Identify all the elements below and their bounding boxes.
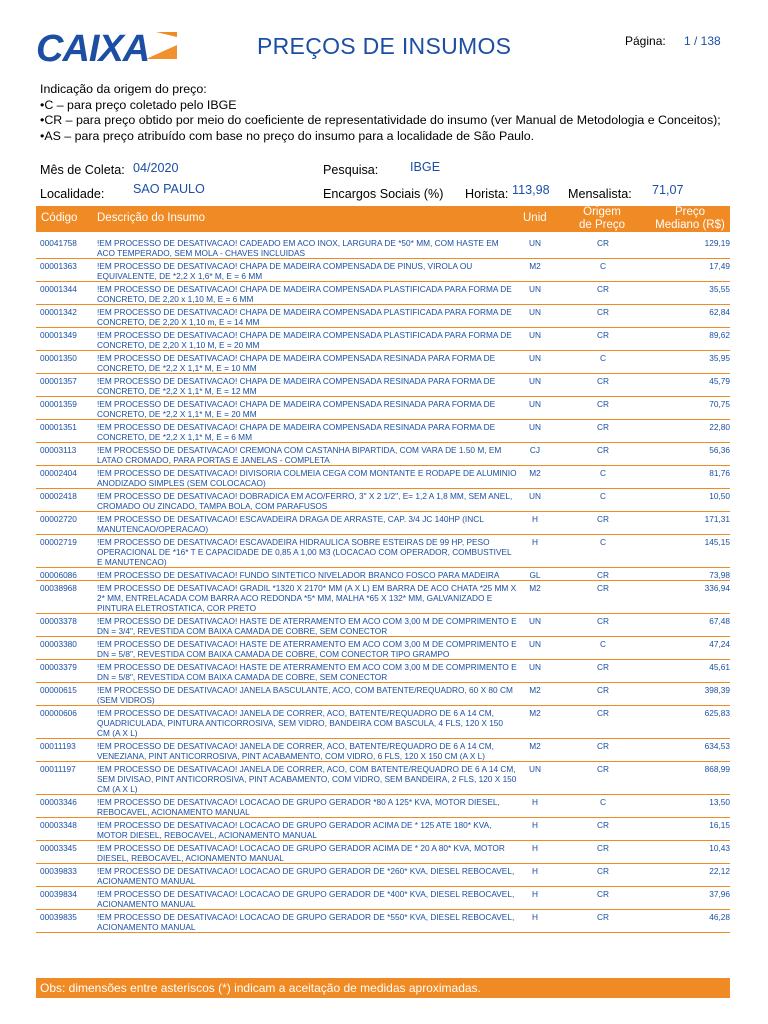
item-price-origin: CR <box>597 570 609 580</box>
item-price: 22,12 <box>709 866 730 876</box>
table-row <box>36 683 730 706</box>
table-row <box>36 420 730 443</box>
price-origin-legend <box>40 82 740 144</box>
item-description: !EM PROCESSO DE DESATIVACAO! GRADIL *1320 X 2170* MM (A X L) EM BARRA DE ACO CHATA *25 MM X 2* MM, ENTRELACADA COM BARRA ACO REDONDA *5* MM, MALHA *65 X 132* MM, GALVANIZADO E PINTURA ELETROSTATICA, COR PRETO <box>97 583 517 613</box>
item-unit: UN <box>529 662 541 672</box>
item-code: 00002719 <box>40 537 77 547</box>
item-code: 00039834 <box>40 889 77 899</box>
caixa-logo <box>36 28 178 64</box>
table-row <box>36 568 730 581</box>
item-unit: UN <box>529 422 541 432</box>
item-price: 16,15 <box>709 820 730 830</box>
table-row <box>36 259 730 282</box>
item-unit: UN <box>529 639 541 649</box>
item-price-origin: CR <box>597 307 609 317</box>
item-code: 00038968 <box>40 583 77 593</box>
item-unit: UN <box>529 491 541 501</box>
item-code: 00002720 <box>40 514 77 524</box>
table-row <box>36 328 730 351</box>
table-row <box>36 614 730 637</box>
mensalista-value: 71,07 <box>652 183 684 197</box>
item-price: 868,99 <box>704 764 730 774</box>
item-code: 00003379 <box>40 662 77 672</box>
item-unit: H <box>532 514 538 524</box>
item-description: !EM PROCESSO DE DESATIVACAO! HASTE DE ATERRAMENTO EM ACO COM 3,00 M DE COMPRIMENTO E DN = 5/8", REVESTIDA COM BAIXA CAMADA DE COBRE, COM CONECTOR TIPO GRAMPO <box>97 639 517 659</box>
item-description: !EM PROCESSO DE DESATIVACAO! CADEADO EM ACO INOX, LARGURA DE *50* MM, COM HASTE EM ACO TEMPERADO, SEM MOLA - CHAVES INCLUIDAS <box>97 238 499 258</box>
item-price-origin: C <box>600 261 606 271</box>
item-price: 45,79 <box>709 376 730 386</box>
item-price: 634,53 <box>704 741 730 751</box>
item-unit: H <box>532 866 538 876</box>
item-unit: H <box>532 820 538 830</box>
item-unit: M2 <box>529 583 541 593</box>
item-code: 00000606 <box>40 708 77 718</box>
item-unit: M2 <box>529 685 541 695</box>
table-row <box>36 443 730 466</box>
item-price-origin: CR <box>597 741 609 751</box>
item-code: 00002404 <box>40 468 77 478</box>
item-description: !EM PROCESSO DE DESATIVACAO! DOBRADICA EM ACO/FERRO, 3" X 2 1/2", E= 1,2 A 1,8 MM, SEM ANEL, CROMADO OU ZINCADO, TAMPA BOLA, COM PARAFUSOS <box>97 491 513 511</box>
item-unit: H <box>532 537 538 547</box>
item-price-origin: CR <box>597 662 609 672</box>
table-row <box>36 706 730 739</box>
item-code: 00001363 <box>40 261 77 271</box>
item-code: 00003345 <box>40 843 77 853</box>
mes-coleta-value: 04/2020 <box>133 161 179 175</box>
item-code: 00001342 <box>40 307 77 317</box>
legend-line: •AS – para preço atribuído com base no preço do insumo para a localidade de São Paulo. <box>40 128 535 143</box>
item-unit: UN <box>529 238 541 248</box>
item-price-origin: CR <box>597 843 609 853</box>
item-description: !EM PROCESSO DE DESATIVACAO! ESCAVADEIRA HIDRAULICA SOBRE ESTEIRAS DE 99 HP, PESO OPERACIONAL DE *16* T E CAPACIDADE DE 0,85 A 1,00 M3 (LOCACAO COM OPERADOR, COMBUSTIVEL E MANUTENCAO) <box>97 537 512 567</box>
item-description: !EM PROCESSO DE DESATIVACAO! CHAPA DE MADEIRA COMPENSADA PLASTIFICADA PARA FORMA DE CONCRETO, DE 2,20 X 1,10 M, E = 20 MM <box>97 330 512 350</box>
item-description: !EM PROCESSO DE DESATIVACAO! CHAPA DE MADEIRA COMPENSADA RESINADA PARA FORMA DE CONCRETO, DE *2,2 X 1,1* M, E = 12 MM <box>97 376 496 396</box>
table-row <box>36 739 730 762</box>
item-code: 00000615 <box>40 685 77 695</box>
item-price: 171,31 <box>704 514 730 524</box>
item-code: 00003348 <box>40 820 77 830</box>
item-price: 35,95 <box>709 353 730 363</box>
item-code: 00002418 <box>40 491 77 501</box>
item-description: !EM PROCESSO DE DESATIVACAO! JANELA BASCULANTE, ACO, COM BATENTE/REQUADRO, 60 X 80 CM (SEM VIDROS) <box>97 685 513 705</box>
legend-line: Indicação da origem do preço: <box>40 82 207 96</box>
table-row <box>36 581 730 614</box>
item-unit: UN <box>529 307 541 317</box>
item-price-origin: CR <box>597 866 609 876</box>
item-description: !EM PROCESSO DE DESATIVACAO! LOCACAO DE GRUPO GERADOR DE *260* KVA, DIESEL REBOCAVEL, ACIONAMENTO MANUAL <box>97 866 515 886</box>
header-origem: Origem de Preço <box>578 206 626 231</box>
item-description: !EM PROCESSO DE DESATIVACAO! LOCACAO DE GRUPO GERADOR ACIMA DE * 125 ATE 180* KVA, MOTOR DIESEL, REBOCAVEL, ACIONAMENTO MANUAL <box>97 820 492 840</box>
page-number: 1 / 138 <box>684 34 721 48</box>
item-price-origin: CR <box>597 685 609 695</box>
item-description: !EM PROCESSO DE DESATIVACAO! HASTE DE ATERRAMENTO EM ACO COM 3,00 M DE COMPRIMENTO E DN = 3/4", REVESTIDA COM BAIXA CAMADA DE COBRE, SEM CONECTOR <box>97 616 517 636</box>
item-price: 89,62 <box>709 330 730 340</box>
item-description: !EM PROCESSO DE DESATIVACAO! LOCACAO DE GRUPO GERADOR ACIMA DE * 20 A 80* KVA, MOTOR DIESEL, REBOCAVEL, ACIONAMENTO MANUAL <box>97 843 505 863</box>
item-description: !EM PROCESSO DE DESATIVACAO! DIVISORIA COLMEIA CEGA COM MONTANTE E RODAPE DE ALUMINIO ANODIZADO SIMPLES (SEM COLOCACAO) <box>97 468 517 488</box>
item-description: !EM PROCESSO DE DESATIVACAO! JANELA DE CORRER, ACO, BATENTE/REQUADRO DE 6 A 14 CM, VENEZIANA, PINT ANTICORROSIVA, PINT ACABAMENTO, COM VIDRO, 6 FLS, 120 X 150 CM (A X L) <box>97 741 494 761</box>
item-description: !EM PROCESSO DE DESATIVACAO! CHAPA DE MADEIRA COMPENSADA DE PINUS, VIROLA OU EQUIVALENTE, DE *2,2 X 1,6* M, E = 6 MM <box>97 261 473 281</box>
item-price-origin: CR <box>597 445 609 455</box>
item-code: 00003113 <box>40 445 77 455</box>
item-description: !EM PROCESSO DE DESATIVACAO! ESCAVADEIRA DRAGA DE ARRASTE, CAP. 3/4 JC 140HP (INCL MANUTENCAO/OPERACAO) <box>97 514 484 534</box>
header-codigo: Código <box>41 212 78 224</box>
item-description: !EM PROCESSO DE DESATIVACAO! CHAPA DE MADEIRA COMPENSADA PLASTIFICADA PARA FORMA DE CONCRETO, DE 2,20 x 1,10 M, E = 6 MM <box>97 284 512 304</box>
item-price: 67,48 <box>709 616 730 626</box>
item-price-origin: CR <box>597 330 609 340</box>
localidade-value: SAO PAULO <box>133 182 205 196</box>
item-unit: UN <box>529 399 541 409</box>
item-price: 70,75 <box>709 399 730 409</box>
page-title: PREÇOS DE INSUMOS <box>257 33 512 59</box>
item-description: !EM PROCESSO DE DESATIVACAO! LOCACAO DE GRUPO GERADOR DE *550* KVA, DIESEL REBOCAVEL, ACIONAMENTO MANUAL <box>97 912 515 932</box>
item-code: 00039833 <box>40 866 77 876</box>
item-unit: M2 <box>529 468 541 478</box>
pesquisa-value: IBGE <box>410 160 441 174</box>
item-price: 47,24 <box>709 639 730 649</box>
item-price-origin: C <box>600 491 606 501</box>
item-description: !EM PROCESSO DE DESATIVACAO! CHAPA DE MADEIRA COMPENSADA RESINADA PARA FORMA DE CONCRETO, DE *2,2 X 1,1* M, E = 10 MM <box>97 353 496 373</box>
item-price-origin: CR <box>597 238 609 248</box>
item-price: 22,80 <box>709 422 730 432</box>
item-price-origin: CR <box>597 284 609 294</box>
price-table-body <box>36 236 730 933</box>
pesquisa-label: Pesquisa: <box>323 163 379 177</box>
footer-observation <box>36 978 730 998</box>
mes-coleta-label: Mês de Coleta: <box>40 163 125 177</box>
item-price: 129,19 <box>704 238 730 248</box>
item-price-origin: CR <box>597 912 609 922</box>
horista-label: Horista: <box>465 187 509 201</box>
item-code: 00003346 <box>40 797 77 807</box>
item-price: 17,49 <box>709 261 730 271</box>
item-description: !EM PROCESSO DE DESATIVACAO! JANELA DE CORRER, ACO, BATENTE/REQUADRO DE 6 A 14 CM, QUADRICULADA, PINTURA ANTICORROSIVA, SEM VIDRO, BANDEIRA COM BASCULA, 4 FLS, 120 X 150 CM (A X L) <box>97 708 504 738</box>
legend-line: •CR – para preço obtido por meio do coeficiente de representatividade do insumo (ver Manual de Metodologia e Conceitos); <box>40 113 721 127</box>
item-unit: M2 <box>529 708 541 718</box>
item-code: 00001357 <box>40 376 77 386</box>
item-description: !EM PROCESSO DE DESATIVACAO! LOCACAO DE GRUPO GERADOR *80 A 125* KVA, MOTOR DIESEL, REBOCAVEL, ACIONAMENTO MANUAL <box>97 797 500 817</box>
item-description: !EM PROCESSO DE DESATIVACAO! JANELA DE CORRER, ACO, COM BATENTE/REQUADRO DE 6 A 14 CM, SEM DIVISAO, PINT ANTICORROSIVA, PINT ACABAMENTO, COM VIDRO, SEM BANDEIRA, 2 FLS, 120 X 150 CM (A X L) <box>97 764 517 794</box>
item-price-origin: CR <box>597 889 609 899</box>
table-row <box>36 660 730 683</box>
table-row <box>36 351 730 374</box>
table-row <box>36 374 730 397</box>
item-unit: CJ <box>529 445 541 455</box>
table-row <box>36 762 730 795</box>
table-row <box>36 512 730 535</box>
observation-text: Obs: dimensões entre asteriscos (*) indicam a aceitação de medidas aproximadas. <box>40 981 481 995</box>
item-price-origin: C <box>600 468 606 478</box>
item-price-origin: CR <box>597 764 609 774</box>
item-description: !EM PROCESSO DE DESATIVACAO! FUNDO SINTETICO NIVELADOR BRANCO FOSCO PARA MADEIRA <box>97 570 500 580</box>
item-unit: H <box>532 912 538 922</box>
item-price-origin: C <box>600 353 606 363</box>
item-price: 10,43 <box>709 843 730 853</box>
header-preco: Preço Mediano (R$) <box>655 206 725 231</box>
table-row <box>36 864 730 887</box>
item-price: 398,39 <box>704 685 730 695</box>
item-price-origin: CR <box>597 708 609 718</box>
table-row <box>36 489 730 512</box>
horista-value: 113,98 <box>512 183 550 197</box>
item-price: 37,96 <box>709 889 730 899</box>
item-price: 62,84 <box>709 307 730 317</box>
legend-line: •C – para preço coletado pelo IBGE <box>40 97 237 112</box>
item-code: 00001349 <box>40 330 77 340</box>
item-unit: H <box>532 797 538 807</box>
item-code: 00006086 <box>40 570 77 580</box>
item-unit: UN <box>529 376 541 386</box>
item-price: 336,94 <box>704 583 730 593</box>
header-unid: Unid <box>523 212 547 224</box>
item-price-origin: CR <box>597 583 609 593</box>
logo-text: CAIXA <box>36 28 150 64</box>
item-unit: GL <box>529 570 541 580</box>
item-price-origin: CR <box>597 399 609 409</box>
item-code: 00011193 <box>40 741 76 751</box>
encargos-label: Encargos Sociais (%) <box>323 187 444 201</box>
item-price: 10,50 <box>709 491 730 501</box>
item-code: 00011197 <box>40 764 76 774</box>
item-price-origin: CR <box>597 514 609 524</box>
item-price: 145,15 <box>704 537 730 547</box>
item-price: 35,55 <box>709 284 730 294</box>
item-price-origin: C <box>600 797 606 807</box>
table-header <box>36 206 730 232</box>
table-row <box>36 841 730 864</box>
item-price-origin: CR <box>597 616 609 626</box>
item-unit: UN <box>529 330 541 340</box>
item-unit: H <box>532 889 538 899</box>
page-label: Página: <box>625 34 666 48</box>
table-row <box>36 910 730 933</box>
item-price-origin: CR <box>597 820 609 830</box>
item-price: 13,50 <box>709 797 730 807</box>
table-row <box>36 818 730 841</box>
item-price-origin: CR <box>597 422 609 432</box>
item-description: !EM PROCESSO DE DESATIVACAO! CREMONA COM CASTANHA BIPARTIDA, COM VARA DE 1.50 M, EM LATAO CROMADO, PARA PORTAS E JANELAS - COMPLETA <box>97 445 502 465</box>
item-unit: H <box>532 843 538 853</box>
item-price: 73,98 <box>709 570 730 580</box>
item-description: !EM PROCESSO DE DESATIVACAO! CHAPA DE MADEIRA COMPENSADA RESINADA PARA FORMA DE CONCRETO, DE *2,2 X 1,1* M, E = 6 MM <box>97 422 496 442</box>
item-price-origin: C <box>600 639 606 649</box>
item-price: 625,83 <box>704 708 730 718</box>
item-code: 00001351 <box>40 422 77 432</box>
item-unit: M2 <box>529 261 541 271</box>
item-description: !EM PROCESSO DE DESATIVACAO! HASTE DE ATERRAMENTO EM ACO COM 3,00 M DE COMPRIMENTO E DN = 5/8", REVESTIDA COM BAIXA CAMADA DE COBRE, SEM CONECTOR <box>97 662 517 682</box>
item-price: 46,28 <box>709 912 730 922</box>
item-unit: UN <box>529 353 541 363</box>
table-row <box>36 397 730 420</box>
table-row <box>36 795 730 818</box>
item-price-origin: C <box>600 537 606 547</box>
item-code: 00003380 <box>40 639 77 649</box>
item-description: !EM PROCESSO DE DESATIVACAO! CHAPA DE MADEIRA COMPENSADA RESINADA PARA FORMA DE CONCRETO, DE *2,2 X 1,1* M, E = 20 MM <box>97 399 496 419</box>
item-code: 00001359 <box>40 399 77 409</box>
table-row <box>36 305 730 328</box>
table-row <box>36 637 730 660</box>
localidade-label: Localidade: <box>40 187 105 201</box>
item-description: !EM PROCESSO DE DESATIVACAO! LOCACAO DE GRUPO GERADOR DE *400* KVA, DIESEL REBOCAVEL, ACIONAMENTO MANUAL <box>97 889 515 909</box>
item-code: 00041758 <box>40 238 77 248</box>
item-unit: UN <box>529 764 541 774</box>
item-description: !EM PROCESSO DE DESATIVACAO! CHAPA DE MADEIRA COMPENSADA PLASTIFICADA PARA FORMA DE CONCRETO, DE 2,20 X 1,10 m, E = 14 MM <box>97 307 512 327</box>
item-code: 00039835 <box>40 912 77 922</box>
header-descricao: Descrição do Insumo <box>97 212 206 224</box>
item-price: 45,61 <box>709 662 730 672</box>
item-price: 81,76 <box>709 468 730 478</box>
item-unit: UN <box>529 284 541 294</box>
mensalista-label: Mensalista: <box>568 187 632 201</box>
item-price: 56,36 <box>709 445 730 455</box>
table-row <box>36 282 730 305</box>
item-unit: M2 <box>529 741 541 751</box>
item-code: 00001350 <box>40 353 77 363</box>
item-unit: UN <box>529 616 541 626</box>
table-row <box>36 466 730 489</box>
item-code: 00001344 <box>40 284 77 294</box>
table-row <box>36 535 730 568</box>
item-code: 00003378 <box>40 616 77 626</box>
item-price-origin: CR <box>597 376 609 386</box>
table-row <box>36 236 730 259</box>
table-row <box>36 887 730 910</box>
